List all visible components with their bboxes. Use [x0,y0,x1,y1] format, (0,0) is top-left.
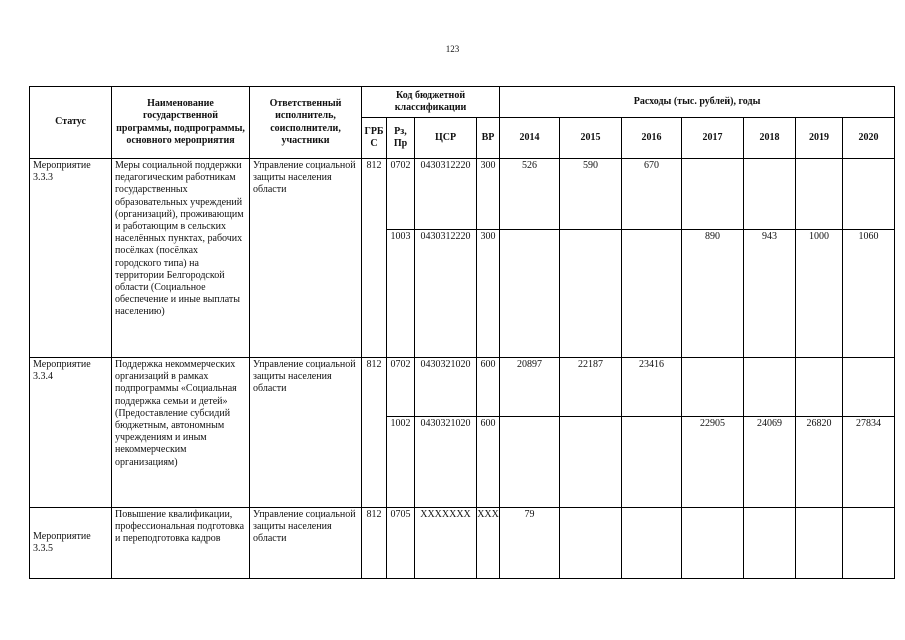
csr-cell: 0430312220 [415,159,477,230]
header-year: 2019 [796,118,843,159]
value-cell [682,508,744,579]
value-cell: 943 [744,230,796,358]
header-grbs: ГРБС [362,118,387,159]
value-cell: 27834 [843,417,895,508]
value-cell [843,159,895,230]
value-cell: 24069 [744,417,796,508]
value-cell: 22905 [682,417,744,508]
vr-cell: 600 [477,417,500,508]
header-rz-pr: Рз, Пр [387,118,415,159]
status-cell: Мероприятие 3.3.3 [30,159,112,358]
value-cell: 526 [500,159,560,230]
status-cell: Мероприятие 3.3.5 [30,508,112,579]
value-cell [500,230,560,358]
csr-cell: 0430312220 [415,230,477,358]
header-vr: ВР [477,118,500,159]
header-csr: ЦСР [415,118,477,159]
value-cell: 23416 [622,358,682,417]
value-cell: 1060 [843,230,895,358]
value-cell: 590 [560,159,622,230]
value-cell [682,159,744,230]
vr-cell: 300 [477,230,500,358]
grbs-cell: 812 [362,159,387,358]
header-status: Статус [30,87,112,159]
value-cell: 22187 [560,358,622,417]
rz-pr-cell: 0705 [387,508,415,579]
header-year: 2016 [622,118,682,159]
name-cell: Поддержка некоммерческих организаций в рамках подпрограммы «Социальная поддержка семьи и детей» (Предоставление субсидий бюджетным, автономным учреждениям и иным некоммерческим организациям) [112,358,250,508]
table-row [30,358,895,417]
vr-cell: 600 [477,358,500,417]
table-row [30,508,895,579]
grbs-cell: 812 [362,508,387,579]
value-cell [843,508,895,579]
csr-cell: 0430321020 [415,417,477,508]
header-responsible: Ответственный исполнитель, соисполнители, участники [250,87,362,159]
value-cell: 670 [622,159,682,230]
value-cell [796,159,843,230]
responsible-cell: Управление социальной защиты населения области [250,159,362,358]
rz-pr-cell: 0702 [387,358,415,417]
header-expenses: Расходы (тыс. рублей), годы [500,87,895,118]
value-cell [744,358,796,417]
value-cell [622,417,682,508]
budget-table [29,86,895,579]
value-cell [744,508,796,579]
table-row [30,159,895,230]
value-cell: 79 [500,508,560,579]
rz-pr-cell: 0702 [387,159,415,230]
header-year: 2018 [744,118,796,159]
value-cell [744,159,796,230]
csr-cell: XXXXXXX [415,508,477,579]
value-cell: 20897 [500,358,560,417]
value-cell [843,358,895,417]
value-cell [560,417,622,508]
value-cell [560,508,622,579]
responsible-cell: Управление социальной защиты населения области [250,508,362,579]
status-cell: Мероприятие 3.3.4 [30,358,112,508]
header-name: Наименование государственной программы, подпрограммы, основного мероприятия [112,87,250,159]
vr-cell: 300 [477,159,500,230]
value-cell: 1000 [796,230,843,358]
name-cell: Повышение квалификации, профессиональная подготовка и переподготовка кадров [112,508,250,579]
header-year: 2015 [560,118,622,159]
grbs-cell: 812 [362,358,387,508]
header-year: 2017 [682,118,744,159]
value-cell: 890 [682,230,744,358]
value-cell [560,230,622,358]
value-cell [682,358,744,417]
csr-cell: 0430321020 [415,358,477,417]
name-cell: Меры социальной поддержки педагогическим работникам государственных образовательных учреждений (организаций), проживающим и работающим в сельских населённых пунктах, рабочих посёлках (посёлках городского типа) на территории Белгородской области (Социальное обеспечение и иные выплаты населению) [112,159,250,358]
responsible-cell: Управление социальной защиты населения области [250,358,362,508]
rz-pr-cell: 1003 [387,230,415,358]
value-cell [796,508,843,579]
page-number: 123 [445,44,460,54]
value-cell: 26820 [796,417,843,508]
header-year: 2014 [500,118,560,159]
value-cell [500,417,560,508]
value-cell [622,508,682,579]
vr-cell: XXX [477,508,500,579]
value-cell [622,230,682,358]
value-cell [796,358,843,417]
header-year: 2020 [843,118,895,159]
header-budget-code: Код бюджетной классификации [362,87,500,118]
rz-pr-cell: 1002 [387,417,415,508]
